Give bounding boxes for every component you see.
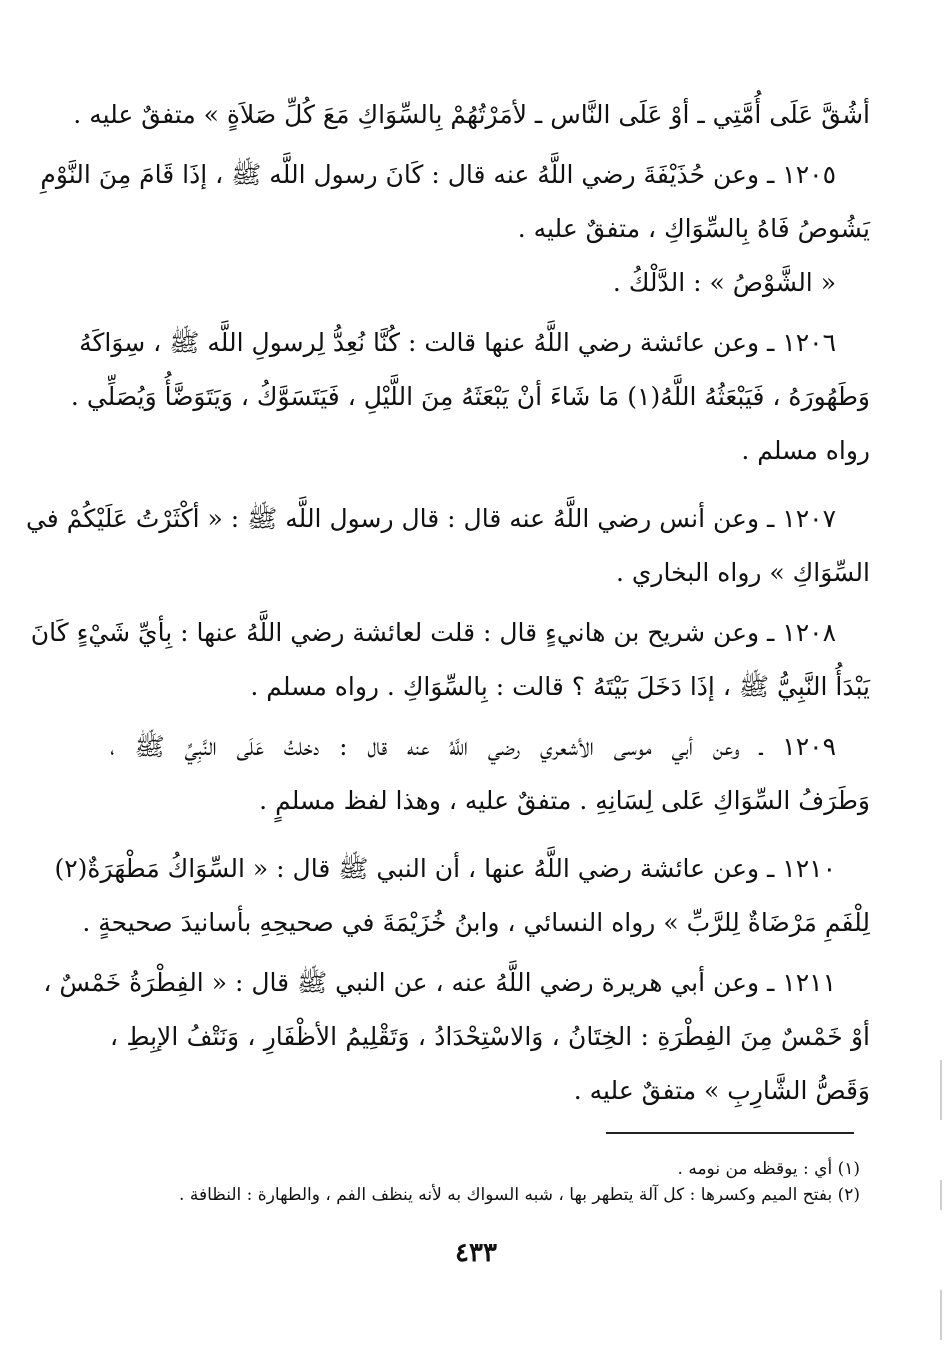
hadith-1207 [25,492,870,600]
paragraph-continuation [73,88,870,142]
text-line: أوْ خَمْسٌ مِنَ الفِطْرَةِ : الخِتَانُ ، وَالاسْتِحْدَادُ ، وَتَقْلِيمُ الأظْفَارِ ، وَنَتْفُ الإبِطِ ، [110,1022,870,1051]
main-text [25,88,870,1118]
hadith-1211 [43,956,870,1118]
text-line: وَطَرَفُ السِّوَاكِ عَلى لِسَانِهِ . متفقٌ عليه ، وهذا لفظ مسلمٍ . [259,786,870,815]
text-line: ١٢١٠ ـ وعن عائشة رضي اللَّهُ عنها ، أن النبي ﷺ قال : « السِّوَاكُ مَطْهَرَةٌ(٢) [54,854,836,883]
hadith-1208 [30,606,870,714]
hadith-1210 [54,842,870,950]
text-line: يَشُوصُ فَاهُ بِالسِّوَاكِ ، متفقٌ عليه . [517,214,870,243]
text-line: يَبْدَأُ النَّبِيُّ ﷺ ، إذَا دَخَلَ بَيْتَهُ ؟ قالت : بِالسِّوَاكِ . رواه مسلم . [250,672,870,701]
page-number: ٤٣٣ [455,1238,497,1268]
footnote-divider [606,1132,854,1134]
text-line: ١٢٠٦ ـ وعن عائشة رضي اللَّهُ عنها قالت : كُنَّا نُعِدُّ لِرسولِ اللَّه ﷺ ، سِوَاكَهُ [79,328,836,357]
text-line: ١٢٠٧ ـ وعن أنس رضي اللَّهُ عنه قال : قال رسول اللَّه ﷺ : « أكْثَرْتُ عَلَيْكُمْ في [25,504,836,533]
footnotes [120,1156,860,1208]
page-edge-mark [940,1290,942,1340]
text-line: ١٢٠٩ ـ وعن أبي موسى الأشعري رضي اللَّهُ عنه قال : دخلتُ عَلَى النَّبِيِّ ﷺ ، [110,732,836,761]
text-line: وَطَهُورَهُ ، فَيَبْعَثُهُ اللَّهُ(١) مَا شَاءَ أنْ يَبْعَثَهُ مِنَ اللَّيْلِ ، فَيَتَسَوَّكُ ، وَيَتَوَضَّأُ وَيُصَلِّي . [70,382,870,411]
page-edge-mark [940,1180,942,1210]
text-line: السِّوَاكِ » رواه البخاري . [615,558,870,587]
text-line: أشُقَّ عَلَى أُمَّتِي ـ أوْ عَلَى النَّاس ـ لأمَرْتُهُمْ بِالسِّوَاكِ مَعَ كُلِّ صَلاَةٍ » متفقٌ عليه . [73,100,870,129]
footnote-1: (١) أي : يوقظه من نومه . [677,1159,860,1179]
page-edge-mark [940,1060,942,1120]
text-line: رواه مسلم . [741,436,870,465]
text-line: لِلْفَمِ مَرْضَاةٌ لِلرَّبِّ » رواه النسائي ، وابنُ خُزَيْمَةَ في صحيحِهِ بأسانيدَ صحيحةٍ . [82,908,870,937]
text-line: ١٢٠٥ ـ وعن حُذَيْفَةَ رضي اللَّهُ عنه قال : كَانَ رسول اللَّه ﷺ ، إذَا قَامَ مِنَ النَّوْمِ [40,160,836,189]
definition-line: « الشَّوْصُ » : الدَّلْكُ . [612,268,836,297]
text-line: ١٢٠٨ ـ وعن شريح بن هانيءٍ قال : قلت لعائشة رضي اللَّهُ عنها : بِأيِّ شَيْءٍ كَانَ [30,618,836,647]
footnote-2: (٢) بفتح الميم وكسرها : كل آلة يتطهر بها ، شبه السواك به لأنه ينظف الفم ، والطهارة : النظافة . [179,1185,860,1205]
hadith-1206 [70,316,870,478]
hadith-1209 [110,720,870,828]
text-line: ١٢١١ ـ وعن أبي هريرة رضي اللَّهُ عنه ، عن النبي ﷺ قال : « الفِطْرَةُ خَمْسٌ ، [43,968,836,997]
hadith-1205 [40,148,870,310]
text-line: وَقَصُّ الشَّارِبِ » متفقٌ عليه . [573,1076,870,1105]
